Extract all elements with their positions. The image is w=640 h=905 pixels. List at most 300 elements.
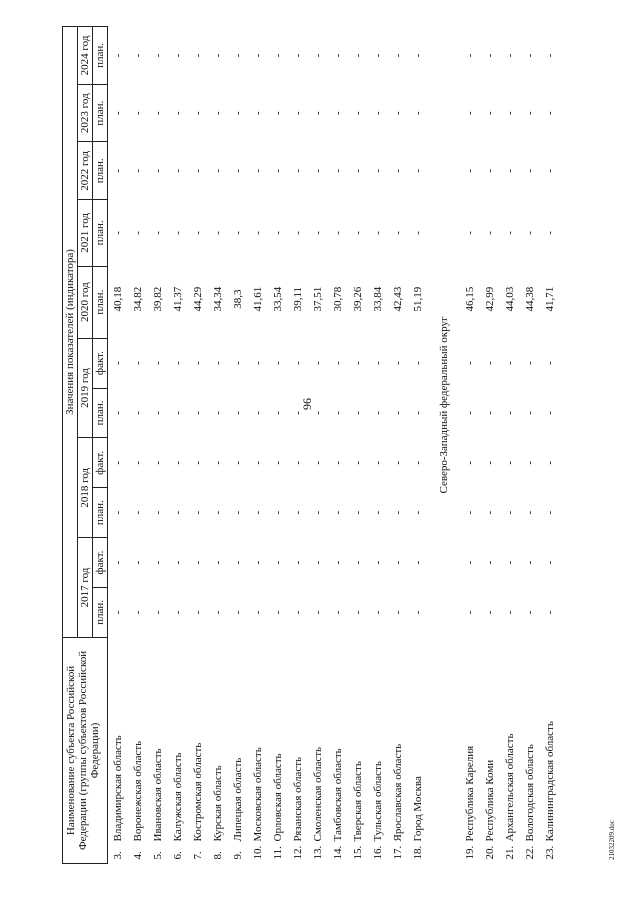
dash-cell: - bbox=[112, 510, 125, 515]
dash-cell: - bbox=[312, 361, 325, 365]
region-name: Курская область bbox=[212, 765, 225, 842]
region-cell bbox=[128, 637, 148, 863]
dash-cell: - bbox=[192, 111, 205, 116]
dash-cell: - bbox=[172, 361, 185, 365]
dash-cell: - bbox=[332, 168, 345, 173]
dash-cell: - bbox=[352, 411, 365, 415]
dash-cell: - bbox=[464, 111, 477, 116]
dash-cell: - bbox=[392, 168, 405, 173]
table-row bbox=[500, 27, 520, 864]
dash-cell: - bbox=[112, 53, 125, 58]
dash-cell: - bbox=[172, 53, 185, 58]
value-2020-cell: 41,71 bbox=[544, 286, 557, 312]
dash-cell: - bbox=[112, 560, 125, 565]
district-label: Северо-Западный федеральный округ bbox=[438, 316, 451, 494]
dash-cell: - bbox=[504, 610, 517, 615]
region-cell bbox=[208, 637, 228, 863]
dash-cell: - bbox=[372, 510, 385, 515]
dash-cell: - bbox=[312, 560, 325, 565]
value-2020-cell: 46,15 bbox=[464, 286, 477, 312]
table-row bbox=[388, 27, 408, 864]
row-number: 23. bbox=[544, 845, 557, 860]
dash-cell: - bbox=[504, 361, 517, 365]
region-name: Город Москва bbox=[412, 776, 425, 842]
dash-cell: - bbox=[312, 610, 325, 615]
plan-subheader: план. bbox=[93, 388, 108, 438]
region-name: Ярославская область bbox=[392, 743, 405, 842]
region-name: Костромская область bbox=[192, 742, 205, 842]
dash-cell: - bbox=[212, 411, 225, 415]
value-2020-cell: 33,84 bbox=[372, 286, 385, 312]
dash-cell: - bbox=[252, 411, 265, 415]
dash-cell: - bbox=[112, 361, 125, 365]
dash-cell: - bbox=[332, 361, 345, 365]
value-2020-cell: 39,82 bbox=[152, 286, 165, 312]
dash-cell: - bbox=[212, 361, 225, 365]
region-name: Воронежская область bbox=[132, 740, 145, 842]
table-row bbox=[288, 27, 308, 864]
region-cell bbox=[188, 637, 208, 863]
dash-cell: - bbox=[392, 53, 405, 58]
dash-cell: - bbox=[372, 411, 385, 415]
region-cell bbox=[540, 637, 560, 863]
dash-cell: - bbox=[352, 461, 365, 465]
dash-cell: - bbox=[292, 461, 305, 465]
dash-cell: - bbox=[132, 560, 145, 565]
page-number: 96 bbox=[300, 398, 314, 410]
dash-cell: - bbox=[332, 610, 345, 615]
value-2020-cell: 42,99 bbox=[484, 286, 497, 312]
dash-cell: - bbox=[272, 461, 285, 465]
table-row bbox=[368, 27, 388, 864]
table-row bbox=[408, 27, 428, 864]
region-cell bbox=[348, 637, 368, 863]
row-number: 8. bbox=[212, 851, 225, 860]
dash-cell: - bbox=[544, 53, 557, 58]
region-cell bbox=[288, 637, 308, 863]
plan-subheader: план. bbox=[93, 84, 108, 142]
fact-subheader: факт. bbox=[93, 538, 108, 588]
table-row bbox=[168, 27, 188, 864]
dash-cell: - bbox=[544, 361, 557, 365]
dash-cell: - bbox=[392, 411, 405, 415]
region-cell bbox=[228, 637, 248, 863]
row-number: 4. bbox=[132, 851, 145, 860]
region-cell bbox=[368, 637, 388, 863]
table-row bbox=[208, 27, 228, 864]
row-number: 18. bbox=[412, 845, 425, 860]
dash-cell: - bbox=[412, 231, 425, 235]
plan-subheader: план. bbox=[93, 27, 108, 85]
dash-cell: - bbox=[352, 53, 365, 58]
region-name: Рязанская область bbox=[292, 756, 305, 842]
dash-cell: - bbox=[212, 231, 225, 235]
value-2020-cell: 38,3 bbox=[232, 289, 245, 309]
dash-cell: - bbox=[172, 111, 185, 116]
region-name: Владимирская область bbox=[112, 735, 125, 842]
dash-cell: - bbox=[392, 610, 405, 615]
dash-cell: - bbox=[112, 461, 125, 465]
dash-cell: - bbox=[544, 510, 557, 515]
dash-cell: - bbox=[352, 610, 365, 615]
table-row bbox=[328, 27, 348, 864]
region-cell bbox=[148, 637, 168, 863]
dash-cell: - bbox=[212, 560, 225, 565]
document-id: 21032209.doc bbox=[608, 820, 616, 860]
dash-cell: - bbox=[272, 361, 285, 365]
table-header bbox=[63, 27, 108, 864]
region-name: Московская область bbox=[252, 747, 265, 842]
dash-cell: - bbox=[192, 510, 205, 515]
region-cell bbox=[168, 637, 188, 863]
table-row bbox=[480, 27, 500, 864]
dash-cell: - bbox=[192, 53, 205, 58]
dash-cell: - bbox=[464, 560, 477, 565]
year-header-2024: 2024 год bbox=[78, 27, 93, 85]
dash-cell: - bbox=[152, 231, 165, 235]
dash-cell: - bbox=[352, 111, 365, 116]
dash-cell: - bbox=[112, 610, 125, 615]
year-header-2020: 2020 год bbox=[78, 266, 93, 338]
region-cell bbox=[268, 637, 288, 863]
region-name: Республика Карелия bbox=[464, 745, 477, 842]
dash-cell: - bbox=[484, 231, 497, 235]
dash-cell: - bbox=[524, 361, 537, 365]
dash-cell: - bbox=[252, 53, 265, 58]
dash-cell: - bbox=[112, 111, 125, 116]
dash-cell: - bbox=[504, 53, 517, 58]
region-name: Калужская область bbox=[172, 752, 185, 842]
table-row bbox=[308, 27, 328, 864]
plan-subheader: план. bbox=[93, 266, 108, 338]
dash-cell: - bbox=[132, 111, 145, 116]
dash-cell: - bbox=[524, 231, 537, 235]
dash-cell: - bbox=[392, 461, 405, 465]
dash-cell: - bbox=[412, 461, 425, 465]
dash-cell: - bbox=[524, 168, 537, 173]
row-number: 16. bbox=[372, 845, 385, 860]
year-header-2018: 2018 год bbox=[78, 438, 93, 538]
dash-cell: - bbox=[312, 53, 325, 58]
dash-cell: - bbox=[524, 560, 537, 565]
dash-cell: - bbox=[464, 610, 477, 615]
dash-cell: - bbox=[232, 168, 245, 173]
table-row bbox=[520, 27, 540, 864]
dash-cell: - bbox=[292, 610, 305, 615]
dash-cell: - bbox=[192, 231, 205, 235]
dash-cell: - bbox=[132, 231, 145, 235]
dash-cell: - bbox=[172, 610, 185, 615]
row-number: 11. bbox=[272, 846, 285, 860]
dash-cell: - bbox=[252, 560, 265, 565]
dash-cell: - bbox=[172, 510, 185, 515]
dash-cell: - bbox=[332, 411, 345, 415]
dash-cell: - bbox=[544, 461, 557, 465]
dash-cell: - bbox=[152, 461, 165, 465]
district-cell bbox=[434, 27, 454, 864]
dash-cell: - bbox=[272, 411, 285, 415]
row-number: 21. bbox=[504, 845, 517, 860]
dash-cell: - bbox=[412, 560, 425, 565]
dash-cell: - bbox=[484, 510, 497, 515]
dash-cell: - bbox=[272, 53, 285, 58]
dash-cell: - bbox=[392, 510, 405, 515]
table-row bbox=[348, 27, 368, 864]
dash-cell: - bbox=[212, 610, 225, 615]
dash-cell: - bbox=[372, 168, 385, 173]
dash-cell: - bbox=[152, 610, 165, 615]
dash-cell: - bbox=[232, 461, 245, 465]
dash-cell: - bbox=[192, 610, 205, 615]
dash-cell: - bbox=[312, 411, 325, 415]
row-number: 12. bbox=[292, 845, 305, 860]
row-number: 6. bbox=[172, 851, 185, 860]
dash-cell: - bbox=[292, 361, 305, 365]
dash-cell: - bbox=[132, 168, 145, 173]
value-2020-cell: 39,26 bbox=[352, 286, 365, 312]
dash-cell: - bbox=[524, 111, 537, 116]
plan-subheader: план. bbox=[93, 142, 108, 200]
dash-cell: - bbox=[484, 560, 497, 565]
plan-subheader: план. bbox=[93, 488, 108, 538]
dash-cell: - bbox=[212, 111, 225, 116]
dash-cell: - bbox=[504, 111, 517, 116]
dash-cell: - bbox=[132, 411, 145, 415]
dash-cell: - bbox=[252, 168, 265, 173]
value-2020-cell: 39,11 bbox=[292, 286, 305, 312]
value-2020-cell: 41,61 bbox=[252, 286, 265, 312]
table-row bbox=[128, 27, 148, 864]
dash-cell: - bbox=[172, 168, 185, 173]
dash-cell: - bbox=[172, 560, 185, 565]
value-2020-cell: 51,19 bbox=[412, 286, 425, 312]
year-header-2023: 2023 год bbox=[78, 84, 93, 142]
dash-cell: - bbox=[484, 168, 497, 173]
dash-cell: - bbox=[544, 168, 557, 173]
region-cell bbox=[480, 637, 500, 863]
table-row bbox=[460, 27, 480, 864]
dash-cell: - bbox=[152, 168, 165, 173]
row-number: 9. bbox=[232, 851, 245, 860]
dash-cell: - bbox=[252, 111, 265, 116]
dash-cell: - bbox=[212, 168, 225, 173]
dash-cell: - bbox=[524, 510, 537, 515]
dash-cell: - bbox=[504, 231, 517, 235]
dash-cell: - bbox=[272, 510, 285, 515]
dash-cell: - bbox=[412, 53, 425, 58]
plan-subheader: план. bbox=[93, 200, 108, 267]
indicators-table bbox=[62, 26, 560, 864]
region-name: Ивановская область bbox=[152, 748, 165, 842]
dash-cell: - bbox=[232, 610, 245, 615]
dash-cell: - bbox=[152, 53, 165, 58]
dash-cell: - bbox=[524, 610, 537, 615]
value-2020-cell: 33,54 bbox=[272, 286, 285, 312]
region-name: Липецкая область bbox=[232, 757, 245, 842]
region-cell bbox=[408, 637, 428, 863]
value-2020-cell: 42,43 bbox=[392, 286, 405, 312]
region-name: Тульская область bbox=[372, 761, 385, 842]
row-number: 15. bbox=[352, 845, 365, 860]
year-header-2021: 2021 год bbox=[78, 200, 93, 267]
region-cell bbox=[308, 637, 328, 863]
dash-cell: - bbox=[392, 361, 405, 365]
region-cell bbox=[248, 637, 268, 863]
region-cell bbox=[460, 637, 480, 863]
dash-cell: - bbox=[484, 111, 497, 116]
row-number: 19. bbox=[464, 845, 477, 860]
year-header-2019: 2019 год bbox=[78, 338, 93, 438]
dash-cell: - bbox=[172, 461, 185, 465]
value-2020-cell: 34,82 bbox=[132, 286, 145, 312]
row-number: 20. bbox=[484, 845, 497, 860]
dash-cell: - bbox=[332, 231, 345, 235]
dash-cell: - bbox=[252, 461, 265, 465]
dash-cell: - bbox=[232, 560, 245, 565]
dash-cell: - bbox=[152, 111, 165, 116]
dash-cell: - bbox=[192, 411, 205, 415]
plan-subheader: план. bbox=[93, 588, 108, 638]
row-number: 5. bbox=[152, 851, 165, 860]
dash-cell: - bbox=[292, 231, 305, 235]
row-number: 17. bbox=[392, 845, 405, 860]
dash-cell: - bbox=[312, 168, 325, 173]
dash-cell: - bbox=[464, 510, 477, 515]
dash-cell: - bbox=[352, 168, 365, 173]
dash-cell: - bbox=[504, 461, 517, 465]
dash-cell: - bbox=[232, 510, 245, 515]
dash-cell: - bbox=[544, 411, 557, 415]
dash-cell: - bbox=[272, 231, 285, 235]
dash-cell: - bbox=[412, 111, 425, 116]
table-row bbox=[268, 27, 288, 864]
row-number: 22. bbox=[524, 845, 537, 860]
dash-cell: - bbox=[372, 111, 385, 116]
row-number: 13. bbox=[312, 845, 325, 860]
table-row bbox=[228, 27, 248, 864]
dash-cell: - bbox=[484, 610, 497, 615]
dash-cell: - bbox=[212, 461, 225, 465]
dash-cell: - bbox=[352, 510, 365, 515]
dash-cell: - bbox=[372, 461, 385, 465]
region-cell bbox=[108, 637, 129, 863]
table-row bbox=[188, 27, 208, 864]
dash-cell: - bbox=[504, 510, 517, 515]
dash-cell: - bbox=[372, 560, 385, 565]
fact-subheader: факт. bbox=[93, 438, 108, 488]
dash-cell: - bbox=[312, 231, 325, 235]
dash-cell: - bbox=[292, 560, 305, 565]
dash-cell: - bbox=[484, 411, 497, 415]
dash-cell: - bbox=[484, 461, 497, 465]
dash-cell: - bbox=[544, 231, 557, 235]
value-2020-cell: 37,51 bbox=[312, 286, 325, 312]
dash-cell: - bbox=[412, 168, 425, 173]
dash-cell: - bbox=[392, 111, 405, 116]
dash-cell: - bbox=[252, 610, 265, 615]
dash-cell: - bbox=[212, 510, 225, 515]
dash-cell: - bbox=[152, 510, 165, 515]
region-name: Калининградская область bbox=[544, 721, 557, 842]
dash-cell: - bbox=[352, 361, 365, 365]
value-2020-cell: 40,18 bbox=[112, 286, 125, 312]
dash-cell: - bbox=[312, 510, 325, 515]
region-name: Смоленская область bbox=[312, 746, 325, 842]
dash-cell: - bbox=[292, 111, 305, 116]
dash-cell: - bbox=[352, 560, 365, 565]
table-row bbox=[248, 27, 268, 864]
dash-cell: - bbox=[292, 53, 305, 58]
dash-cell: - bbox=[352, 231, 365, 235]
table-row bbox=[108, 27, 129, 864]
dash-cell: - bbox=[132, 361, 145, 365]
dash-cell: - bbox=[524, 411, 537, 415]
dash-cell: - bbox=[152, 361, 165, 365]
dash-cell: - bbox=[292, 510, 305, 515]
dash-cell: - bbox=[132, 510, 145, 515]
dash-cell: - bbox=[412, 361, 425, 365]
region-name: Орловская область bbox=[272, 753, 285, 842]
value-2020-cell: 44,03 bbox=[504, 286, 517, 312]
dash-cell: - bbox=[152, 411, 165, 415]
dash-cell: - bbox=[464, 361, 477, 365]
dash-cell: - bbox=[232, 411, 245, 415]
dash-cell: - bbox=[544, 610, 557, 615]
row-number: 10. bbox=[252, 845, 265, 860]
dash-cell: - bbox=[372, 361, 385, 365]
row-number: 7. bbox=[192, 851, 205, 860]
dash-cell: - bbox=[504, 168, 517, 173]
dash-cell: - bbox=[464, 461, 477, 465]
dash-cell: - bbox=[132, 461, 145, 465]
dash-cell: - bbox=[152, 560, 165, 565]
region-cell bbox=[500, 637, 520, 863]
dash-cell: - bbox=[232, 53, 245, 58]
dash-cell: - bbox=[292, 168, 305, 173]
region-cell bbox=[328, 637, 348, 863]
values-title-header: Значения показателей (индикатора) bbox=[63, 27, 78, 638]
region-cell bbox=[388, 637, 408, 863]
dash-cell: - bbox=[252, 510, 265, 515]
dash-cell: - bbox=[192, 560, 205, 565]
dash-cell: - bbox=[372, 231, 385, 235]
dash-cell: - bbox=[392, 560, 405, 565]
dash-cell: - bbox=[372, 610, 385, 615]
dash-cell: - bbox=[272, 111, 285, 116]
dash-cell: - bbox=[524, 53, 537, 58]
dash-cell: - bbox=[504, 560, 517, 565]
dash-cell: - bbox=[464, 53, 477, 58]
value-2020-cell: 34,34 bbox=[212, 286, 225, 312]
region-name: Архангельская область bbox=[504, 733, 517, 842]
region-name: Тамбовская область bbox=[332, 748, 345, 842]
dash-cell: - bbox=[544, 560, 557, 565]
name-column-header: Наименование субъекта Российской Федерации (группы субъектов Российской Федерации) bbox=[63, 637, 108, 863]
value-2020-cell: 44,29 bbox=[192, 286, 205, 312]
dash-cell: - bbox=[544, 111, 557, 116]
dash-cell: - bbox=[332, 560, 345, 565]
dash-cell: - bbox=[112, 168, 125, 173]
dash-cell: - bbox=[292, 411, 305, 415]
table-body bbox=[108, 27, 561, 864]
dash-cell: - bbox=[412, 411, 425, 415]
dash-cell: - bbox=[112, 411, 125, 415]
dash-cell: - bbox=[464, 231, 477, 235]
year-header-2017: 2017 год bbox=[78, 538, 93, 638]
row-number: 14. bbox=[332, 845, 345, 860]
value-2020-cell: 44,38 bbox=[524, 286, 537, 312]
dash-cell: - bbox=[192, 168, 205, 173]
